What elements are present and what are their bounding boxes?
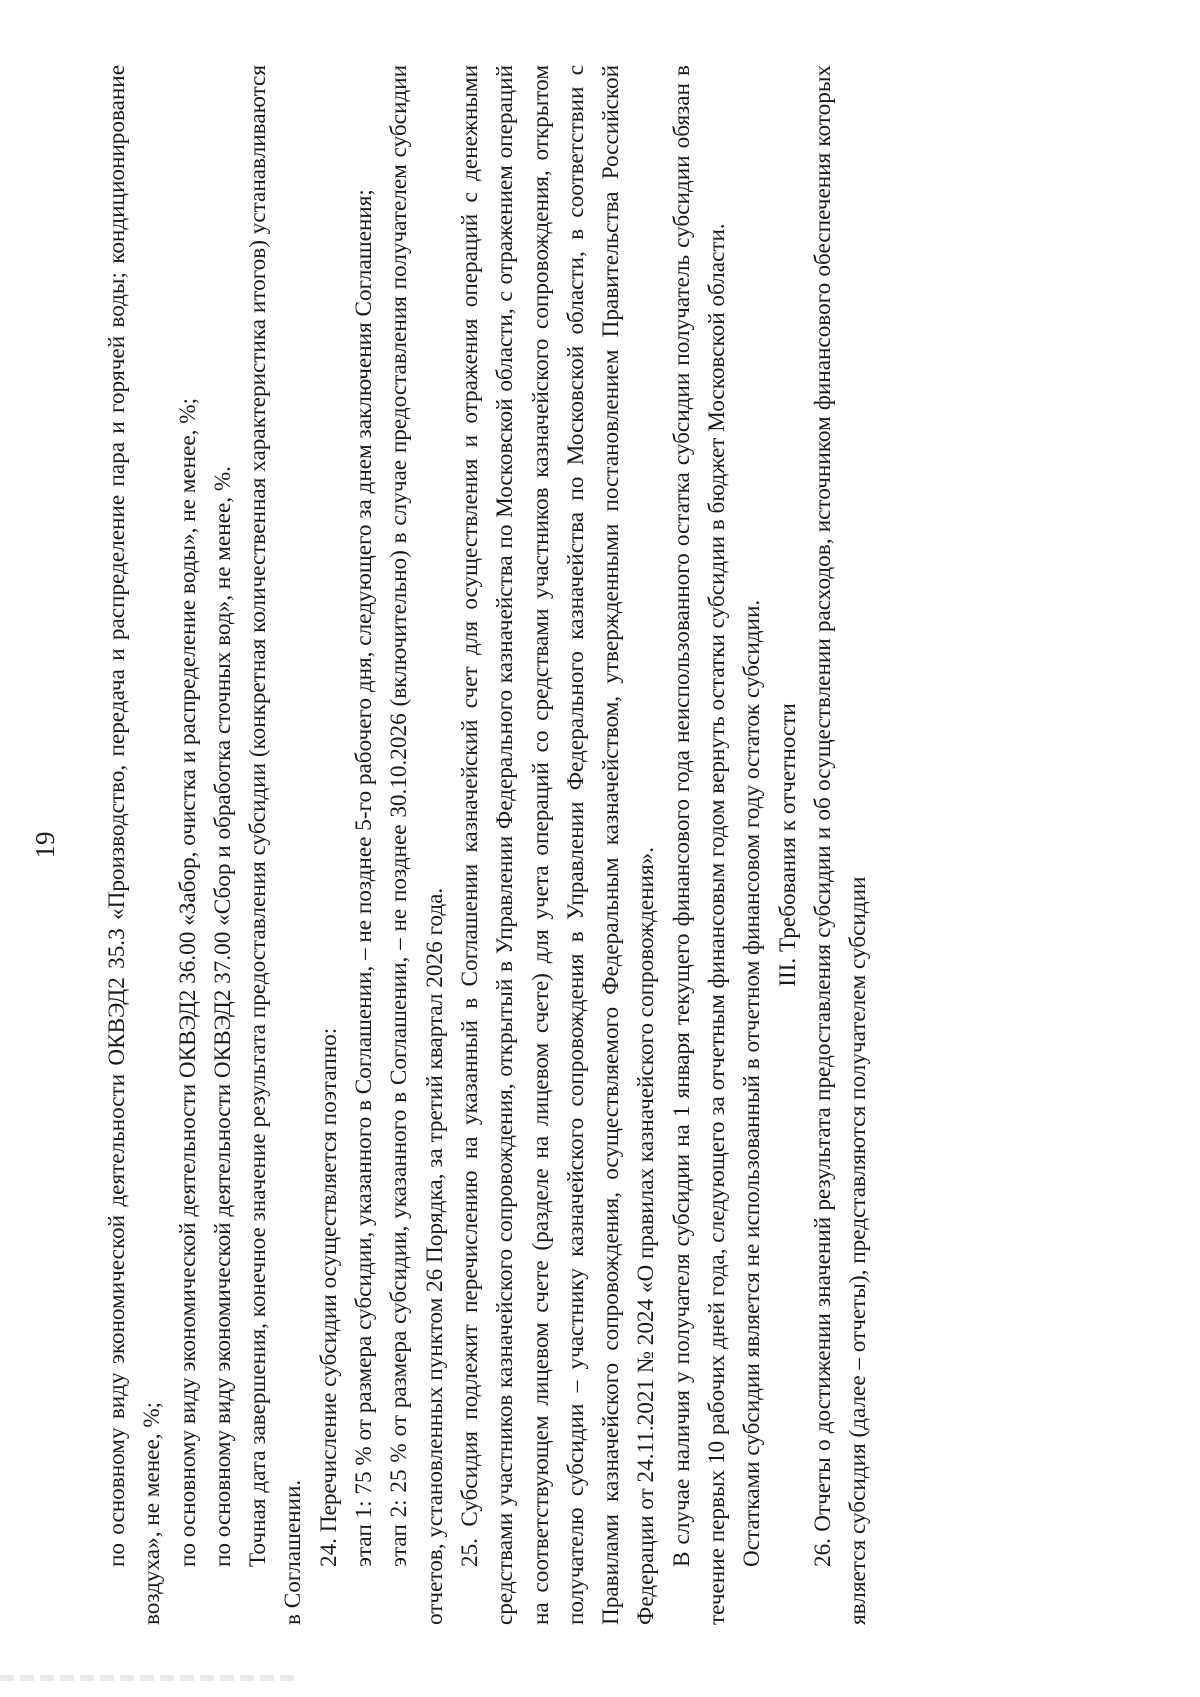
paragraph-unused-balance: В случае наличия у получателя субсидии на 1 января текущего финансового года неиспользованного остатка субсидии получатель субсидии обязан в течение первых 10 рабочих дней года, следующего за отчетным финансовым годом вернуть остатки субсидии в бюджет Московской области. (668, 65, 731, 1625)
paragraph-okved-35-3: по основному виду экономической деятельности ОКВЭД2 35.3 «Производство, передача и распределение пара и горячей воды; кондиционирование воздуха», не менее, %; (104, 65, 166, 1625)
paragraph-okved-37: по основному виду экономической деятельности ОКВЭД2 37.00 «Сбор и обработка сточных вод», не менее, %. (209, 466, 236, 1567)
paragraph-24-transfer: 24. Перечисление субсидии осуществляется поэтапно: (315, 1027, 342, 1567)
paragraph-25-treasury: 25. Субсидия подлежит перечислению на указанный в Соглашении казначейский счет для осуществления и отражения операций с денежными средствами участников казначейского сопровождения, открытый в Управлении Федерального казначейства по Московской области, с отражением операций на соответствующем лицевом счете (разделе на лицевом счете) для учета операций со средствами участников казначейского сопровождения, открытом получателю субсидии – участнику казначейского сопровождения в Управлении Федерального казначейства по Московской области, в соответствии с Правилами казначейского сопровождения, осуществляемого Федеральным казначейством, утвержденными постановлением Правительства Российской Федерации от 24.11.2021 № 2024 «О правилах казначейского сопровождения». (456, 65, 660, 1625)
section-heading-reporting: III. Требования к отчетности (774, 703, 801, 987)
paragraph-stage-1: этап 1: 75 % от размера субсидии, указанного в Соглашении, – не позднее 5-го рабочего дня, следующего за днем заключения Соглашения; (351, 189, 378, 1567)
scan-artifact (0, 1675, 300, 1681)
rotated-document-page (30, 65, 1100, 1625)
document-body (100, 65, 877, 1625)
paragraph-okved-36: по основному виду экономической деятельности ОКВЭД2 36.00 «Забор, очистка и распределение воды», не менее, %; (174, 397, 201, 1567)
paragraph-completion-date: Точная дата завершения, конечное значение результата предоставления субсидии (конкретная количественная характеристика итогов) устанавливаются в Соглашении. (245, 65, 307, 1625)
paragraph-balance-definition: Остатками субсидии является не использованный в отчетном финансовом году остаток субсидии. (739, 599, 766, 1567)
page-number: 19 (30, 831, 60, 859)
paragraph-26-reports: 26. Отчеты о достижении значений результата предоставления субсидии и об осуществлении расходов, источником финансового обеспечения которых является субсидия (далее – отчеты), представляются получателем субсидии (809, 65, 872, 1625)
paragraph-stage-2: этап 2: 25 % от размера субсидии, указанного в Соглашении, – не позднее 30.10.2026 (включительно) в случае предоставления получателем субсидии отчетов, установленных пунктом 26 Порядка, за третий квартал 2026 года. (386, 65, 448, 1625)
